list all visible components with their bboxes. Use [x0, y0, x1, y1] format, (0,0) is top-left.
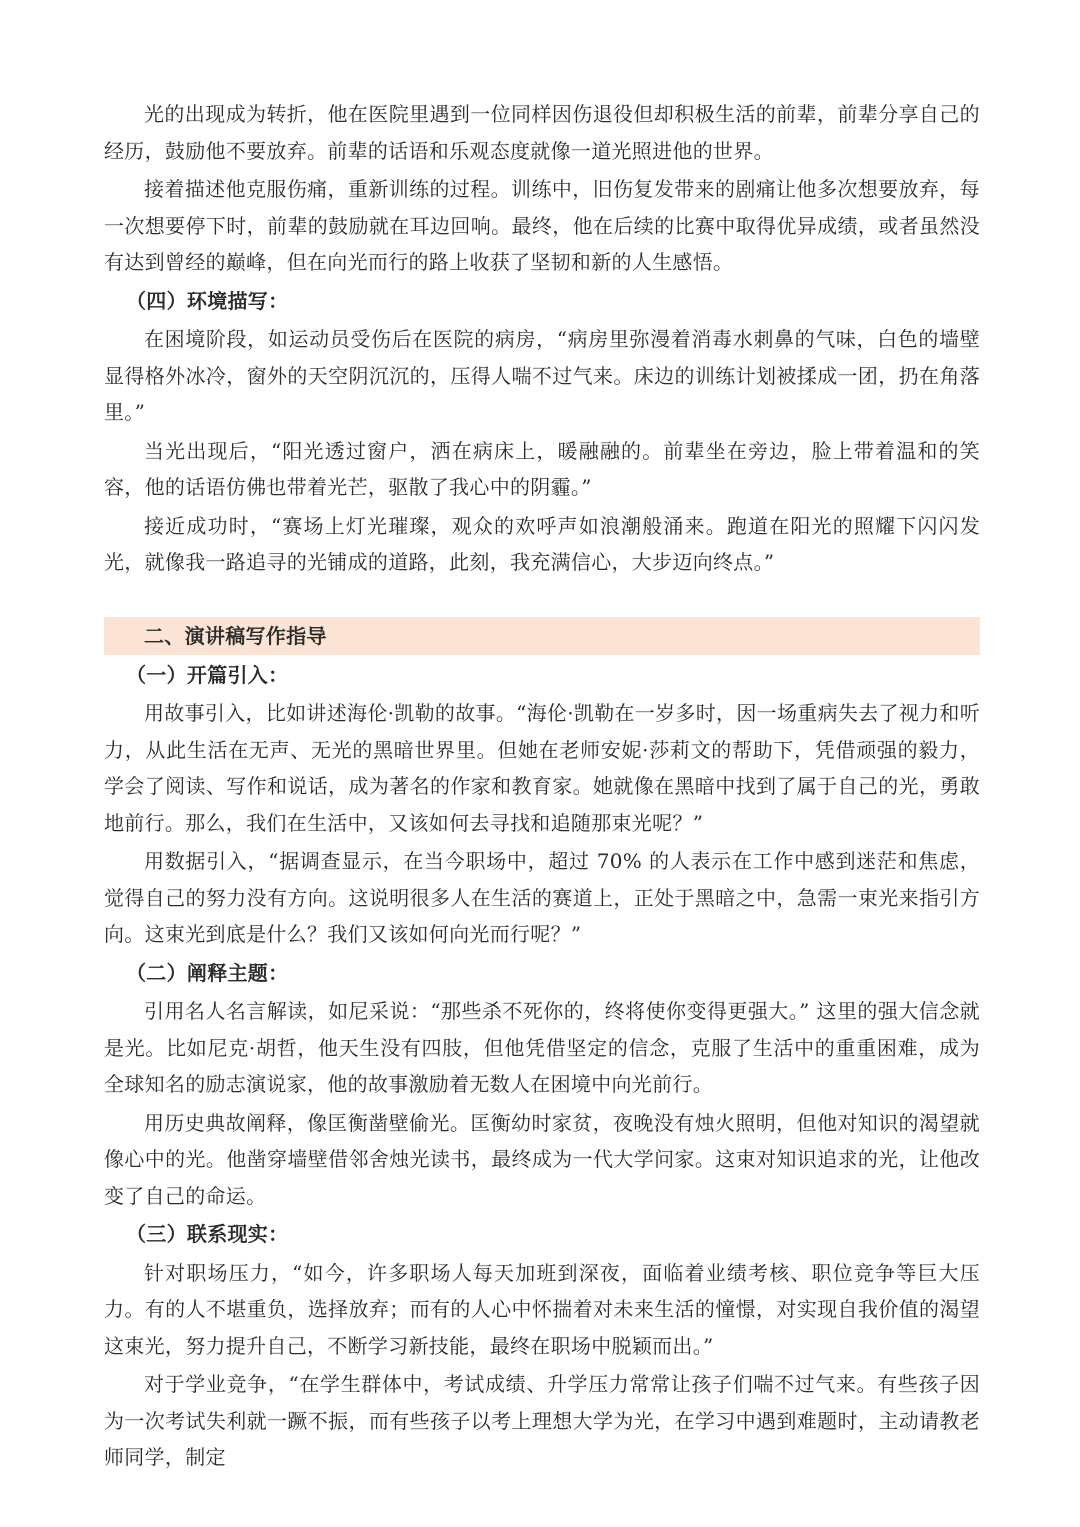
body-paragraph: 光的出现成为转折，他在医院里遇到一位同样因伤退役但却积极生活的前辈，前辈分享自己的经历，鼓励他不要放弃。前辈的话语和乐观态度就像一道光照进他的世界。	[104, 102, 980, 163]
section-title: 二、演讲稿写作指导	[104, 617, 980, 655]
body-paragraph: 用故事引入，比如讲述海伦·凯勒的故事。“海伦·凯勒在一岁多时，因一场重病失去了视力和听力，从此生活在无声、无光的黑暗世界里。但她在老师安妮·莎莉文的帮助下，凭借顽强的毅力，学会了阅读、写作和说话，成为著名的作家和教育家。她就像在黑暗中找到了属于自己的光，勇敢地前行。那么，我们在生活中，又该如何去寻找和追随那束光呢？”	[104, 701, 980, 835]
body-paragraph: 当光出现后，“阳光透过窗户，洒在病床上，暖融融的。前辈坐在旁边，脸上带着温和的笑容，他的话语仿佛也带着光芒，驱散了我心中的阴霾。”	[104, 438, 980, 499]
body-paragraph: 引用名人名言解读，如尼采说：“那些杀不死你的，终将使你变得更强大。” 这里的强大信念就是光。比如尼克·胡哲，他天生没有四肢，但他凭借坚定的信念，克服了生活中的重重困难，成为全球知名的励志演说家，他的故事激励着无数人在困境中向光前行。	[104, 999, 980, 1096]
reality-heading: （三）联系现实：	[126, 1222, 289, 1246]
body-paragraph: 接近成功时，“赛场上灯光璀璨，观众的欢呼声如浪潮般涌来。跑道在阳光的照耀下闪闪发光，就像我一路追寻的光铺成的道路，此刻，我充满信心，大步迈向终点。”	[104, 513, 980, 574]
theme-heading: （二）阐释主题：	[126, 960, 289, 985]
body-paragraph: 用历史典故阐释，像匡衡凿壁偷光。匡衡幼时家贫，夜晚没有烛火照明，但他对知识的渴望就像心中的光。他凿穿墙壁借邻舍烛光读书，最终成为一代大学问家。这束对知识追求的光，让他改变了自己的命运。	[104, 1110, 980, 1208]
body-paragraph: 对于学业竞争，“在学生群体中，考试成绩、升学压力常常让孩子们喘不过气来。有些孩子因为一次考试失利就一蹶不振，而有些孩子以考上理想大学为光，在学习中遇到难题时，主动请教老师同学，制定	[104, 1372, 980, 1469]
intro-heading: （一）开篇引入：	[126, 662, 289, 687]
document-page	[104, 96, 980, 1478]
body-paragraph: 针对职场压力，“如今，许多职场人每天加班到深夜，面临着业绩考核、职位竞争等巨大压力。有的人不堪重负，选择放弃；而有的人心中怀揣着对未来生活的憧憬，对实现自我价值的渴望这束光，努力提升自己，不断学习新技能，最终在职场中脱颖而出。”	[104, 1260, 980, 1358]
body-paragraph: 在困境阶段，如运动员受伤后在医院的病房，“病房里弥漫着消毒水刺鼻的气味，白色的墙壁显得格外冰冷，窗外的天空阴沉沉的，压得人喘不过气来。床边的训练计划被揉成一团，扔在角落里。”	[104, 327, 980, 424]
body-paragraph: 用数据引入，“据调查显示，在当今职场中，超过 70% 的人表示在工作中感到迷茫和焦虑，觉得自己的努力没有方向。这说明很多人在生活的赛道上，正处于黑暗之中，急需一束光来指引方向。这束光到底是什么？我们又该如何向光而行呢？”	[104, 849, 980, 946]
environment-heading: （四）环境描写：	[126, 288, 289, 313]
body-paragraph: 接着描述他克服伤痛，重新训练的过程。训练中，旧伤复发带来的剧痛让他多次想要放弃，每一次想要停下时，前辈的鼓励就在耳边回响。最终，他在后续的比赛中取得优异成绩，或者虽然没有达到曾经的巅峰，但在向光而行的路上收获了坚韧和新的人生感悟。	[104, 177, 980, 274]
